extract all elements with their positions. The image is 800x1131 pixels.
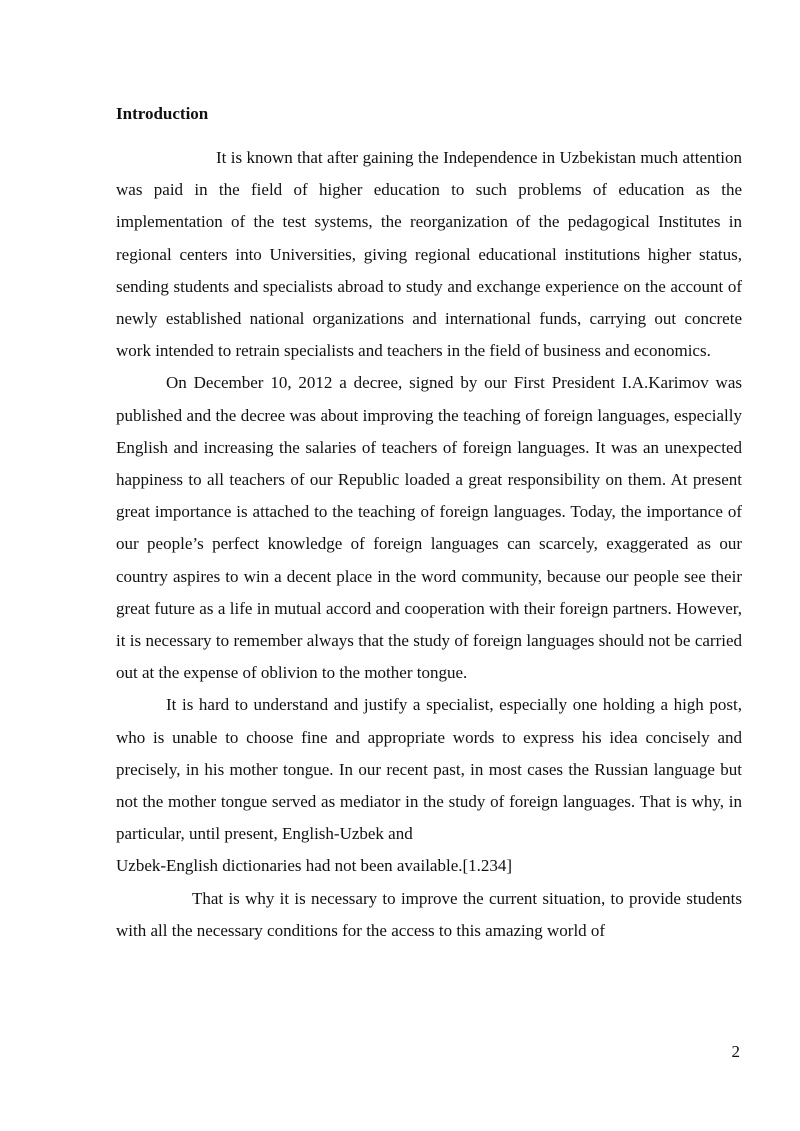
page-number: 2 [731,1042,740,1061]
section-heading: Introduction [116,104,209,123]
paragraph-1: It is known that after gaining the Independence in Uzbekistan much attention was paid in the field of higher education to such problems of education as the implementation of the test systems, the reorganization of the pedagogical Institutes in regional centers into Universities, giving regional educational institutions higher status, sending students and specialists abroad to study and exchange experience on the account of newly established national organizations and international funds, carrying out concrete work intended to retrain specialists and teachers in the field of business and economics. [116,148,742,361]
document-body [116,98,742,947]
paragraph-4: That is why it is necessary to improve the current situation, to provide students with all the necessary conditions for the access to this amazing world of [116,888,742,940]
paragraph-2: On December 10, 2012 a decree, signed by our First President I.A.Karimov was published and the decree was about improving the teaching of foreign languages, especially English and increasing the salaries of teachers of foreign languages. It was an unexpected happiness to all teachers of our Republic loaded a great responsibility on them. At present great importance is attached to the teaching of foreign languages. Today, the importance of our people’s perfect knowledge of foreign languages can scarcely, exaggerated as our country aspires to win a decent place in the word community, because our people see their great future as a life in mutual accord and cooperation with their foreign partners. However, it is necessary to remember always that the study of foreign languages should not be carried out at the expense of oblivion to the mother tongue. [116,373,742,683]
paragraph-3: It is hard to understand and justify a specialist, especially one holding a high post, who is unable to choose fine and appropriate words to express his idea concisely and precisely, in his mother tongue. In our recent past, in most cases the Russian language but not the mother tongue served as mediator in the study of foreign languages. That is why, in particular, until present, English-Uzbek and [116,695,742,844]
paragraph-3-continuation: Uzbek-English dictionaries had not been available.[1.234] [116,856,513,876]
